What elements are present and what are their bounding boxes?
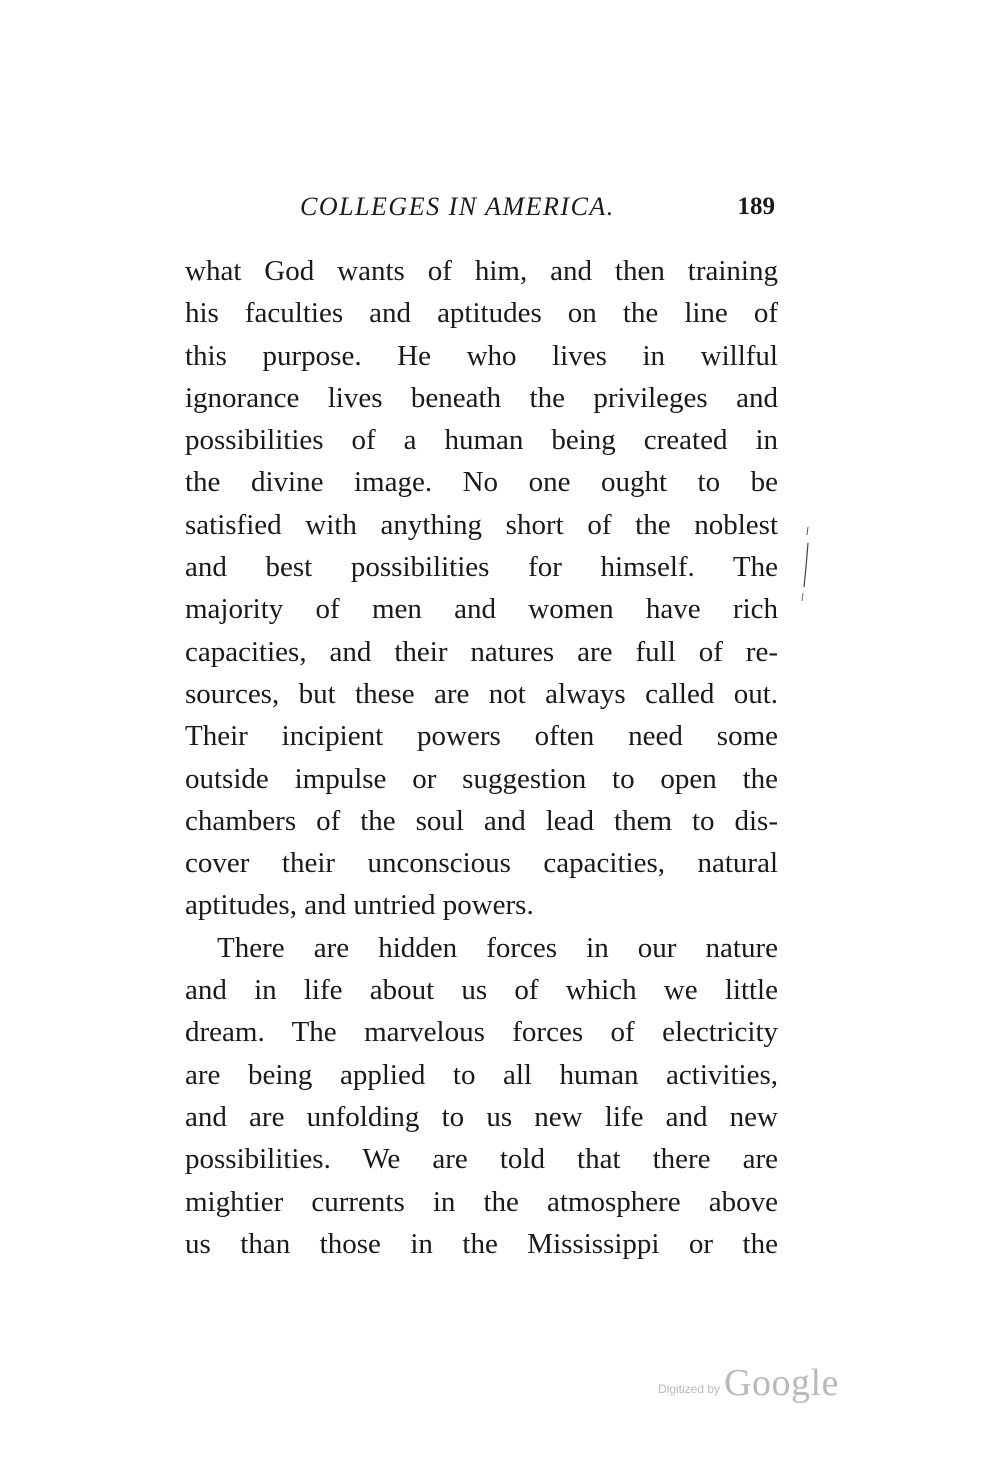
paragraph xyxy=(185,927,778,1265)
text-line: possibilities. We are told that there are xyxy=(185,1143,778,1176)
body-text xyxy=(185,250,778,1265)
text-line: sources, but these are not always called out. xyxy=(185,677,778,710)
watermark-prefix: Digitized by xyxy=(658,1382,721,1396)
page-number: 189 xyxy=(737,193,775,220)
running-head xyxy=(300,190,775,224)
text-line: Their incipient powers often need some xyxy=(185,720,778,753)
text-line: possibilities of a human being created in xyxy=(185,424,778,457)
margin-pencil-mark xyxy=(795,525,815,605)
text-line: are being applied to all human activities, xyxy=(185,1058,778,1091)
text-line: and best possibilities for himself. The xyxy=(185,551,778,584)
text-line: majority of men and women have rich xyxy=(185,593,778,626)
text-line: mightier currents in the atmosphere above xyxy=(185,1185,778,1218)
text-line: satisfied with anything short of the noblest xyxy=(185,508,778,541)
text-line: ignorance lives beneath the privileges and xyxy=(185,381,778,414)
text-line: dream. The marvelous forces of electricity xyxy=(185,1016,778,1049)
text-line: and in life about us of which we little xyxy=(185,974,778,1007)
text-line: this purpose. He who lives in willful xyxy=(185,339,778,372)
running-title: COLLEGES IN AMERICA. xyxy=(300,192,615,221)
text-line: cover their unconscious capacities, natural xyxy=(185,847,778,880)
text-line: There are hidden forces in our nature xyxy=(217,931,778,964)
text-line: outside impulse or suggestion to open the xyxy=(185,762,778,795)
text-line: and are unfolding to us new life and new xyxy=(185,1100,778,1133)
text-line: chambers of the soul and lead them to dis- xyxy=(185,804,778,837)
text-line: aptitudes, and untried powers. xyxy=(185,889,534,922)
text-line: the divine image. No one ought to be xyxy=(185,466,778,499)
text-line: capacities, and their natures are full of re- xyxy=(185,635,778,668)
watermark-logo: Google xyxy=(724,1362,839,1404)
text-line: his faculties and aptitudes on the line of xyxy=(185,297,778,330)
text-line: us than those in the Mississippi or the xyxy=(185,1227,778,1260)
digitized-watermark xyxy=(658,1355,839,1405)
paragraph xyxy=(185,250,778,927)
text-line: what God wants of him, and then training xyxy=(185,255,778,287)
